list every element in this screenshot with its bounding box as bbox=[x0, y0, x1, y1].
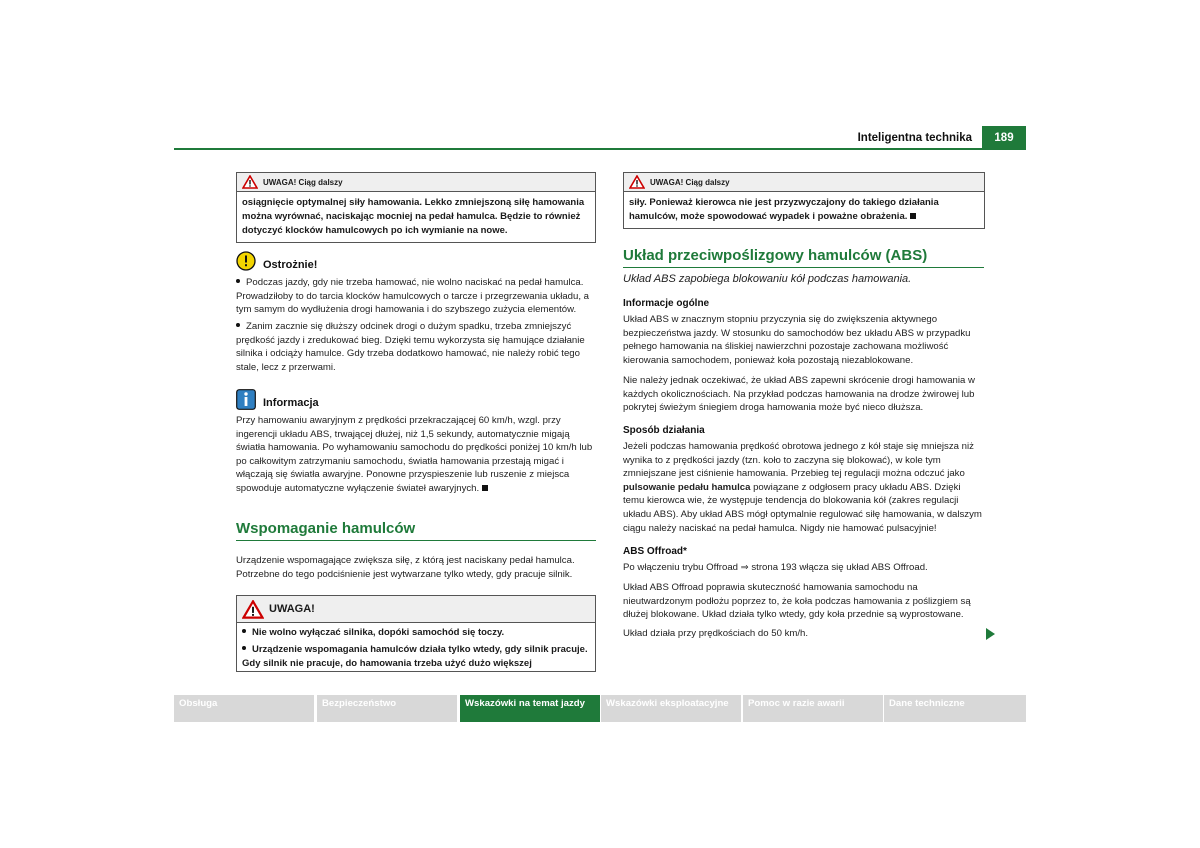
page-number: 189 bbox=[982, 126, 1026, 148]
warning-continued-label: UWAGA! Ciąg dalszy bbox=[263, 177, 343, 187]
warning-continued-text: osiągnięcie optymalnej siły hamowania. Lekko zmniejszoną siłę hamowania można wyrównać, naciskając mocniej na pedał hamulca. Będzie to również dotyczyć klocków hamulcowych po ich wymianie na nowe. bbox=[242, 197, 585, 236]
warning-triangle-icon bbox=[629, 175, 645, 189]
section-rule bbox=[236, 540, 596, 541]
tab-bezpieczenstwo[interactable]: Bezpieczeństwo bbox=[317, 695, 457, 722]
warning-triangle-icon bbox=[242, 600, 264, 619]
info-icon bbox=[236, 389, 256, 410]
brake-assist-text: Urządzenie wspomagające zwiększa siłę, z którą jest naciskany pedał hamulca. Potrzebne do tego podciśnienie jest wytwarzane tylko wtedy, gdy pracuje silnik. bbox=[236, 555, 575, 580]
caution-item bbox=[236, 276, 596, 317]
bullet-dot bbox=[242, 646, 246, 650]
chapter-title: Inteligentna technika bbox=[857, 132, 972, 144]
info-title: Informacja bbox=[263, 397, 319, 409]
info-paragraph: Przy hamowaniu awaryjnym z prędkości przekraczającej 60 km/h, wzgl. przy ingerencji układu ABS, trwającej dłużej, niż 1,5 sekundy, automatycznie migają światła hamowania. Po wyhamowaniu samochodu do prędkości poniżej 10 km/h lub po całkowitym zatrzymaniu samochodu, światła hamowania przestają migać i włączają się światła awaryjne. Ponowne przyspieszenie lub ruszenie z miejsca spowoduje automatyczne wyłączenie świateł awaryjnych. bbox=[236, 415, 593, 494]
abs-lead: Układ ABS zapobiega blokowaniu kół podczas hamowania. bbox=[623, 273, 912, 285]
subheading-abs-offroad: ABS Offroad* bbox=[623, 546, 687, 557]
general-paragraph-2: Nie należy jednak oczekiwać, że układ ABS zapewni skrócenie drogi hamowania w każdych okolicznościach. Na przykład podczas hamowania na drodze żwirowej lub pokrytej świeżym śniegiem droga hamowania może być nieco dłuższa. bbox=[623, 375, 975, 414]
tab-obsluga[interactable]: Obsługa bbox=[174, 695, 314, 722]
warning-item bbox=[242, 626, 590, 640]
bullet-dot bbox=[236, 323, 240, 327]
subheading-general: Informacje ogólne bbox=[623, 298, 710, 309]
offroad-paragraph-3: Układ działa przy prędkościach do 50 km/h. bbox=[623, 628, 809, 639]
warning-continued-text bbox=[624, 192, 984, 228]
header-rule bbox=[174, 148, 1026, 150]
warning-item-text: Nie wolno wyłączać silnika, dopóki samochód się toczy. bbox=[252, 627, 505, 638]
warning-continued-label: UWAGA! Ciąg dalszy bbox=[650, 177, 730, 187]
tab-wskazowki-jazdy[interactable]: Wskazówki na temat jazdy bbox=[460, 695, 600, 722]
caution-item bbox=[236, 320, 596, 374]
warning-continued-box bbox=[236, 172, 596, 243]
general-paragraph-1: Układ ABS w znacznym stopniu przyczynia się do zwiększenia aktywnego bezpieczeństwa jazdy. W stosunku do samochodów bez układu ABS w przypadku pełnego hamowania na śliskiej nawierzchni pozostaje zachowana możliwość kierowania samochodem, ponieważ koła pozostają niezablokowane. bbox=[623, 314, 971, 366]
section-heading-brake-assist: Wspomaganie hamulców bbox=[236, 520, 416, 537]
bullet-dot bbox=[236, 279, 240, 283]
warning-box bbox=[236, 595, 596, 672]
caution-title: Ostrożnie! bbox=[263, 259, 318, 271]
warning-label: UWAGA! bbox=[269, 603, 315, 615]
info-text bbox=[236, 414, 596, 496]
operation-text-a: Jeżeli podczas hamowania prędkość obrotowa jednego z kół staje się mniejsza niż wynika to z prędkości jazdy (tzn. koło to zaczyna się blokować), w kole tym zmniejszane jest ciśnienie hamowania. Przebieg tej regulacji można odczuć jako bbox=[623, 441, 974, 480]
warning-item bbox=[242, 643, 590, 671]
tab-wskazowki-eksploatacyjne[interactable]: Wskazówki eksploatacyjne bbox=[601, 695, 741, 722]
subheading-operation: Sposób działania bbox=[623, 425, 705, 436]
bullet-dot bbox=[242, 629, 246, 633]
caution-item-text: Zanim zacznie się dłuższy odcinek drogi o dużym spadku, trzeba zmniejszyć prędkość jazdy i zredukować bieg. Dzięki temu wykorzysta się hamujące działanie silnika i odciąży hamulce. Gdy trzeba dodatkowo hamować, nie należy robić tego stale, lecz z przerwami. bbox=[236, 321, 585, 373]
operation-text-b: powiązane z odgłosem pracy układu ABS. Dzięki temu kierowca wie, że występuje tendencja do blokowania kół (zakres regulacji układu ABS). Aby układ ABS mógł optymalnie regulować siłę hamowania, w dalszym ciągu należy naciskać na pedał hamulca. Nigdy nie hamować pulsacyjnie! bbox=[623, 481, 982, 534]
section-rule bbox=[623, 267, 984, 268]
next-page-arrow-icon[interactable] bbox=[986, 628, 995, 640]
section-heading-abs: Układ przeciwpoślizgowy hamulców (ABS) bbox=[623, 247, 928, 264]
tab-pomoc-awarii[interactable]: Pomoc w razie awarii bbox=[743, 695, 883, 722]
tab-dane-techniczne[interactable]: Dane techniczne bbox=[884, 695, 1026, 722]
warning-triangle-icon bbox=[242, 175, 258, 189]
end-of-section-icon bbox=[910, 213, 916, 219]
warning-continued-box bbox=[623, 172, 985, 229]
offroad-paragraph-2: Układ ABS Offroad poprawia skuteczność hamowania samochodu na nieutwardzonym podłożu poprzez to, że koła podczas hamowania z poślizgiem są dłużej blokowane. Układ działa tylko wtedy, gdy koła przednie są wyprostowane. bbox=[623, 582, 971, 621]
end-of-section-icon bbox=[482, 485, 488, 491]
warning-item-text: Urządzenie wspomagania hamulców działa tylko wtedy, gdy silnik pracuje. Gdy silnik nie pracuje, do hamowania trzeba użyć dużo większej bbox=[242, 644, 588, 669]
caution-icon bbox=[236, 251, 256, 271]
caution-item-text: Podczas jazdy, gdy nie trzeba hamować, nie wolno naciskać na pedał hamulca. Prowadziłoby to do tarcia klocków hamulcowych o tarcze i przegrzewania układu, a tym samym do wydłużenia drogi hamowania i do szybszego zużycia elementów. bbox=[236, 277, 590, 316]
operation-text-bold: pulsowanie pedału hamulca bbox=[623, 481, 751, 493]
operation-paragraph bbox=[623, 440, 984, 535]
warning-continued-paragraph: siły. Ponieważ kierowca nie jest przyzwyczajony do takiego działania hamulców, może spowodować wypadek i poważne obrażenia. bbox=[629, 197, 939, 222]
offroad-paragraph-1: Po włączeniu trybu Offroad ⇒ strona 193 włącza się układ ABS Offroad. bbox=[623, 562, 928, 573]
